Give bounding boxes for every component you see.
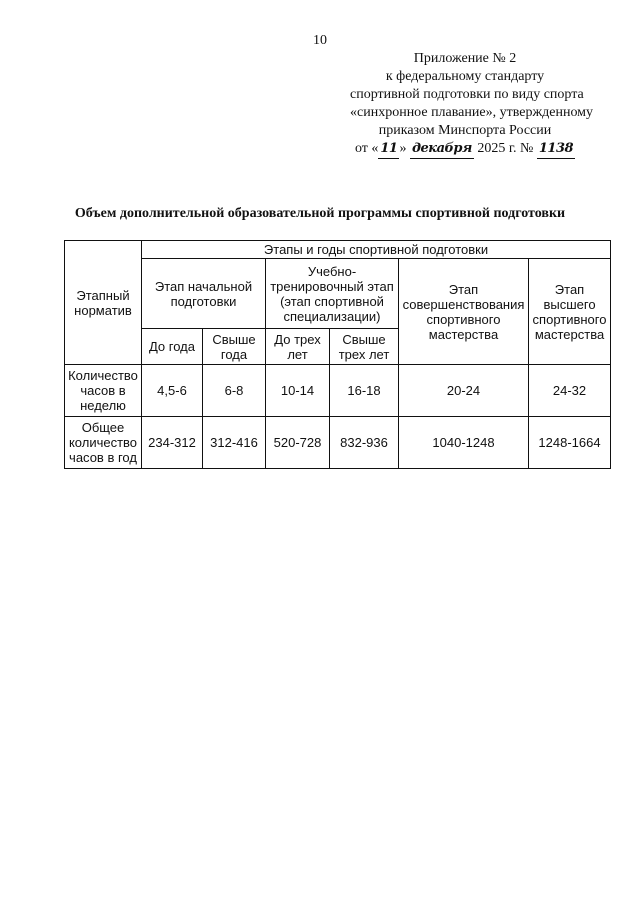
appendix-line-discipline: «синхронное плавание», утвержденному (350, 105, 594, 120)
table-cell: 24-32 (529, 365, 611, 417)
appendix-line-sport: спортивной подготовки по виду спорта (350, 87, 584, 102)
subheader-up-to-year: До года (142, 329, 203, 365)
group-header-cell: Этапы и годы спортивной подготовки (142, 241, 611, 259)
appendix-header (350, 50, 594, 159)
handwritten-month: декабря (410, 140, 474, 159)
stage-header-improvement: Этап совершенствования спортивного мастерства (399, 259, 529, 365)
header-row-group (65, 241, 611, 259)
appendix-line-standard: к федеральному стандарту (385, 69, 545, 84)
table-cell: 312-416 (203, 417, 266, 469)
table-cell: 6-8 (203, 365, 266, 417)
table-cell: 20-24 (399, 365, 529, 417)
subheader-up-to-three-years: До трех лет (266, 329, 330, 365)
date-prefix: от « (354, 141, 379, 156)
table-cell: 16-18 (330, 365, 399, 417)
table-row (65, 417, 611, 469)
subheader-over-three-years: Свыше трех лет (330, 329, 399, 365)
training-volume-table (64, 240, 611, 469)
page-number: 10 (313, 33, 327, 48)
appendix-title: Приложение № 2 (413, 51, 517, 66)
handwritten-order-number: 1138 (537, 140, 575, 159)
table-cell: 234-312 (142, 417, 203, 469)
stage-header-initial: Этап начальной подготовки (142, 259, 266, 329)
table-cell: 1040-1248 (399, 417, 529, 469)
document-title: Объем дополнительной образовательной программы спортивной подготовки (74, 206, 566, 221)
table-cell: 10-14 (266, 365, 330, 417)
appendix-line-order: приказом Минспорта России (378, 123, 552, 138)
table-row (65, 365, 611, 417)
row-label: Общее количество часов в год (65, 417, 142, 469)
stage-header-highest: Этап высшего спортивного мастерства (529, 259, 611, 365)
table-cell: 520-728 (266, 417, 330, 469)
subheader-over-year: Свыше года (203, 329, 266, 365)
header-row-stages (65, 259, 611, 329)
corner-header-cell: Этапный норматив (65, 241, 142, 365)
table-cell: 1248-1664 (529, 417, 611, 469)
appendix-date-line (350, 140, 580, 159)
stage-header-training: Учебно-тренировочный этап (этап спортивной специализации) (266, 259, 399, 329)
table-cell: 832-936 (330, 417, 399, 469)
date-year: 2025 г. № (477, 141, 534, 156)
row-label: Количество часов в неделю (65, 365, 142, 417)
handwritten-day: 11 (378, 140, 399, 159)
date-day-suffix: » (399, 141, 407, 156)
table-cell: 4,5-6 (142, 365, 203, 417)
